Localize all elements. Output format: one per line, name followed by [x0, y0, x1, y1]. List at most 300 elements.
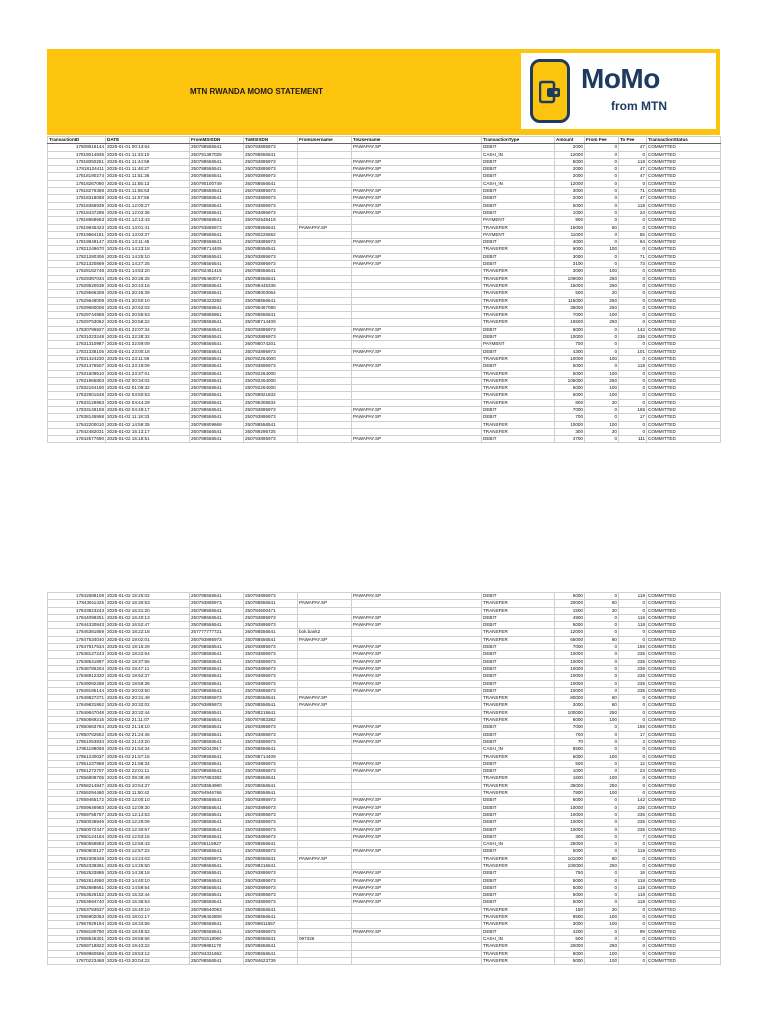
cell-transaction-status: COMMITTED — [647, 738, 721, 745]
cell-to-msisdn: 250789811657 — [244, 921, 298, 928]
cell-from-msisdn: 250788556541 — [190, 593, 244, 600]
cell-date: 2025-01-03 12:53:15 — [106, 833, 190, 840]
cell-transaction-type: DEBIT — [482, 406, 555, 413]
cell-from-msisdn: 250798856951 — [190, 312, 244, 319]
cell-from-fee: 0 — [585, 629, 619, 636]
cell-to-fee: 0 — [619, 790, 647, 797]
cell-from-username — [298, 928, 352, 935]
cell-to-msisdn: 250788556541 — [244, 695, 298, 702]
cell-transaction-id: 17818368939 — [48, 202, 106, 209]
cell-transaction-type: DEBIT — [482, 687, 555, 694]
cell-from-username — [298, 768, 352, 775]
cell-from-msisdn: 250788556541 — [190, 355, 244, 362]
cell-to-msisdn: 250793895973 — [244, 651, 298, 658]
cell-to-msisdn: 250793895973 — [244, 899, 298, 906]
cell-from-username — [298, 246, 352, 253]
cell-amount: 12000 — [555, 151, 585, 158]
table-row — [48, 629, 721, 636]
table-row — [48, 593, 721, 600]
cell-date: 2025-01-03 14:25:50 — [106, 862, 190, 869]
cell-to-fee: 99 — [619, 928, 647, 935]
cell-from-username — [298, 151, 352, 158]
cell-to-username — [352, 855, 482, 862]
cell-from-fee: 100 — [585, 246, 619, 253]
cell-transaction-status: COMMITTED — [647, 906, 721, 913]
cell-to-msisdn: 250788556541 — [244, 246, 298, 253]
cell-from-msisdn: 250788556541 — [190, 209, 244, 216]
cell-to-fee: 118 — [619, 202, 647, 209]
cell-transaction-type: DEBIT — [482, 622, 555, 629]
cell-transaction-id: 17818658663 — [48, 217, 106, 224]
cell-from-msisdn: 250788556541 — [190, 173, 244, 180]
cell-from-msisdn: 250788556541 — [190, 862, 244, 869]
cell-to-msisdn: 250788556541 — [244, 151, 298, 158]
cell-from-username — [298, 312, 352, 319]
table-row — [48, 673, 721, 680]
cell-from-username — [298, 870, 352, 877]
cell-transaction-id: 17848786204 — [48, 665, 106, 672]
cell-amount: 3100 — [555, 261, 585, 268]
cell-transaction-id: 17829680006 — [48, 304, 106, 311]
cell-transaction-type: CASH_IN — [482, 935, 555, 942]
cell-to-msisdn: 250787883382 — [244, 717, 298, 724]
cell-transaction-status: COMMITTED — [647, 614, 721, 621]
cell-amount: 15000 — [555, 282, 585, 289]
cell-transaction-type: TRANSFER — [482, 950, 555, 957]
cell-to-fee: 0 — [619, 385, 647, 392]
cell-from-msisdn: 250788556541 — [190, 436, 244, 443]
cell-transaction-status: COMMITTED — [647, 717, 721, 724]
cell-to-msisdn: 250782264000 — [244, 385, 298, 392]
cell-from-fee: 0 — [585, 760, 619, 767]
cell-from-msisdn: 250793895973 — [190, 636, 244, 643]
cell-from-username — [298, 593, 352, 600]
cell-to-username — [352, 717, 482, 724]
cell-date: 2025-01-02 00:34:02 — [106, 377, 190, 384]
table-row — [48, 658, 721, 665]
cell-transaction-type: TRANSFER — [482, 957, 555, 964]
cell-to-fee: 47 — [619, 195, 647, 202]
cell-to-username — [352, 355, 482, 362]
cell-to-username: PAWAPAY.SP — [352, 870, 482, 877]
cell-from-username — [298, 399, 352, 406]
cell-transaction-status: COMMITTED — [647, 392, 721, 399]
cell-amount: 10000 — [555, 826, 585, 833]
cell-to-username — [352, 841, 482, 848]
cell-to-username: PAWAPAY.SP — [352, 804, 482, 811]
cell-to-msisdn: 250793895973 — [244, 760, 298, 767]
cell-from-msisdn: 250789881170 — [190, 943, 244, 950]
cell-to-msisdn: 250793895973 — [244, 731, 298, 738]
cell-to-username — [352, 636, 482, 643]
cell-amount: 6000 — [555, 717, 585, 724]
cell-to-msisdn: 250788556541 — [244, 629, 298, 636]
cell-transaction-type: DEBIT — [482, 826, 555, 833]
table-row — [48, 600, 721, 607]
cell-date: 2025-01-03 12:57:22 — [106, 848, 190, 855]
cell-from-username — [298, 731, 352, 738]
cell-from-msisdn: 250788556541 — [190, 428, 244, 435]
cell-transaction-type: DEBIT — [482, 644, 555, 651]
cell-date: 2025-01-01 22:07:34 — [106, 326, 190, 333]
cell-from-fee: 0 — [585, 826, 619, 833]
cell-transaction-id: 17818050251 — [48, 158, 106, 165]
cell-to-msisdn: 250793895973 — [244, 593, 298, 600]
cell-date: 2025-01-01 14:25:10 — [106, 253, 190, 260]
cell-to-fee: 73 — [619, 261, 647, 268]
cell-transaction-type: TRANSFER — [482, 629, 555, 636]
cell-from-fee: 0 — [585, 665, 619, 672]
cell-to-fee: 142 — [619, 326, 647, 333]
cell-transaction-id: 17849092288 — [48, 680, 106, 687]
cell-from-fee: 100 — [585, 385, 619, 392]
cell-amount: 2000 — [555, 166, 585, 173]
cell-amount: 5000 — [555, 957, 585, 964]
column-header-transaction-status: TransactionStatus — [647, 137, 721, 144]
column-header-to-msisdn: ToMSISDN — [244, 137, 298, 144]
cell-to-fee: 165 — [619, 644, 647, 651]
cell-transaction-id: 17821320869 — [48, 261, 106, 268]
cell-from-fee: 0 — [585, 797, 619, 804]
cell-transaction-id: 17849195144 — [48, 687, 106, 694]
cell-transaction-type: TRANSFER — [482, 312, 555, 319]
cell-amount: 20000 — [555, 600, 585, 607]
cell-amount: 6000 — [555, 797, 585, 804]
cell-to-username — [352, 319, 482, 326]
cell-date: 2025-01-02 16:52:47 — [106, 622, 190, 629]
cell-to-fee: 0 — [619, 841, 647, 848]
cell-transaction-status: COMMITTED — [647, 760, 721, 767]
cell-to-msisdn: 250788556541 — [244, 312, 298, 319]
cell-transaction-id: 17844330843 — [48, 622, 106, 629]
cell-amount: 9500 — [555, 914, 585, 921]
cell-amount: 10000 — [555, 804, 585, 811]
cell-to-username: PAWAPAY.SP — [352, 687, 482, 694]
cell-from-msisdn: 250788556541 — [190, 957, 244, 964]
cell-from-fee: 0 — [585, 819, 619, 826]
table-row — [48, 209, 721, 216]
cell-from-fee: 0 — [585, 253, 619, 260]
cell-from-msisdn: 250788556541 — [190, 319, 244, 326]
cell-transaction-type: DEBIT — [482, 326, 555, 333]
cell-transaction-type: DEBIT — [482, 651, 555, 658]
cell-from-fee: 0 — [585, 622, 619, 629]
cell-from-fee: 0 — [585, 593, 619, 600]
cell-transaction-type: DEBIT — [482, 760, 555, 767]
cell-to-msisdn: 250793895973 — [244, 892, 298, 899]
cell-from-msisdn: 250788556541 — [190, 304, 244, 311]
cell-transaction-status: COMMITTED — [647, 275, 721, 282]
cell-from-fee: 0 — [585, 899, 619, 906]
cell-transaction-status: COMMITTED — [647, 841, 721, 848]
cell-amount: 1000 — [555, 209, 585, 216]
cell-from-fee: 0 — [585, 363, 619, 370]
cell-to-msisdn: 250788556541 — [244, 790, 298, 797]
cell-from-username — [298, 673, 352, 680]
cell-transaction-type: DEBIT — [482, 202, 555, 209]
cell-from-fee: 100 — [585, 753, 619, 760]
cell-from-username: PAWAPAY.SP — [298, 702, 352, 709]
cell-to-msisdn: 250793895973 — [244, 348, 298, 355]
cell-to-username: PAWAPAY.SP — [352, 436, 482, 443]
cell-transaction-type: TRANSFER — [482, 297, 555, 304]
cell-from-msisdn: 250788556541 — [190, 239, 244, 246]
cell-amount: 900 — [555, 217, 585, 224]
cell-to-msisdn: 250788556541 — [244, 943, 298, 950]
table-row — [48, 355, 721, 362]
cell-transaction-status: COMMITTED — [647, 797, 721, 804]
column-header-amount: Amount — [555, 137, 585, 144]
cell-transaction-id: 17849847048 — [48, 709, 106, 716]
cell-from-fee: 0 — [585, 217, 619, 224]
cell-to-fee: 0 — [619, 319, 647, 326]
cell-from-fee: 20 — [585, 399, 619, 406]
cell-from-msisdn: 250788556541 — [190, 261, 244, 268]
cell-transaction-status: COMMITTED — [647, 804, 721, 811]
cell-transaction-status: COMMITTED — [647, 173, 721, 180]
table-row — [48, 943, 721, 950]
cell-from-fee: 100 — [585, 355, 619, 362]
cell-to-msisdn: 250788556541 — [244, 297, 298, 304]
cell-transaction-id: 17818190274 — [48, 173, 106, 180]
cell-to-msisdn: 250793895973 — [244, 644, 298, 651]
cell-transaction-id: 17848541897 — [48, 658, 106, 665]
cell-amount: 500 — [555, 935, 585, 942]
table-row — [48, 702, 721, 709]
cell-from-fee: 250 — [585, 319, 619, 326]
table-row — [48, 680, 721, 687]
cell-from-username — [298, 370, 352, 377]
cell-from-username — [298, 304, 352, 311]
table-row — [48, 921, 721, 928]
cell-transaction-type: TRANSFER — [482, 753, 555, 760]
cell-amount: 70 — [555, 738, 585, 745]
cell-transaction-id: 17860036946 — [48, 819, 106, 826]
cell-from-fee: 0 — [585, 239, 619, 246]
cell-to-fee: 0 — [619, 906, 647, 913]
cell-amount: 10000 — [555, 651, 585, 658]
cell-from-fee: 0 — [585, 188, 619, 195]
cell-to-fee: 0 — [619, 217, 647, 224]
cell-transaction-id: 17869960556 — [48, 950, 106, 957]
cell-transaction-status: COMMITTED — [647, 600, 721, 607]
cell-from-username — [298, 436, 352, 443]
cell-to-fee: 71 — [619, 188, 647, 195]
cell-transaction-status: COMMITTED — [647, 282, 721, 289]
table-row — [48, 731, 721, 738]
cell-to-username — [352, 180, 482, 187]
cell-from-msisdn: 250788556541 — [190, 363, 244, 370]
cell-from-username — [298, 862, 352, 869]
cell-transaction-id: 17828182748 — [48, 268, 106, 275]
cell-transaction-id: 17844098251 — [48, 614, 106, 621]
table-row — [48, 231, 721, 238]
cell-amount: 7800 — [555, 790, 585, 797]
cell-from-msisdn: 250788556541 — [190, 614, 244, 621]
cell-transaction-type: DEBIT — [482, 363, 555, 370]
cell-from-username — [298, 195, 352, 202]
cell-to-msisdn: 250788556541 — [244, 421, 298, 428]
cell-to-msisdn: 250793895973 — [244, 833, 298, 840]
cell-date: 2025-01-01 11:48:27 — [106, 166, 190, 173]
cell-to-username — [352, 377, 482, 384]
cell-transaction-type: TRANSFER — [482, 282, 555, 289]
cell-to-fee: 0 — [619, 753, 647, 760]
cell-amount: 10000 — [555, 680, 585, 687]
cell-date: 2025-01-03 14:59:54 — [106, 884, 190, 891]
cell-transaction-type: TRANSFER — [482, 600, 555, 607]
cell-transaction-type: DEBIT — [482, 804, 555, 811]
cell-from-username — [298, 326, 352, 333]
cell-transaction-type: TRANSFER — [482, 421, 555, 428]
cell-to-username: PAWAPAY.SP — [352, 622, 482, 629]
cell-from-msisdn: 250788556541 — [190, 848, 244, 855]
cell-from-msisdn: 250788556541 — [190, 334, 244, 341]
cell-to-fee: 118 — [619, 884, 647, 891]
cell-to-username: PAWAPAY.SP — [352, 760, 482, 767]
cell-from-msisdn: 250784331662 — [190, 950, 244, 957]
cell-transaction-id: 17860600127 — [48, 848, 106, 855]
cell-from-msisdn: 250788556541 — [190, 290, 244, 297]
transactions-table-page1 — [47, 136, 721, 443]
cell-to-username — [352, 790, 482, 797]
cell-transaction-id: 17850782552 — [48, 731, 106, 738]
cell-from-msisdn: 250788556541 — [190, 877, 244, 884]
cell-transaction-status: COMMITTED — [647, 195, 721, 202]
cell-to-msisdn: 250793895973 — [244, 848, 298, 855]
cell-transaction-id: 17862614550 — [48, 877, 106, 884]
cell-date: 2025-01-02 15:13:17 — [106, 428, 190, 435]
cell-transaction-id: 17818014836 — [48, 151, 106, 158]
cell-transaction-type: TRANSFER — [482, 775, 555, 782]
cell-transaction-type: TRANSFER — [482, 906, 555, 913]
cell-date: 2025-01-02 22:01:11 — [106, 768, 190, 775]
cell-from-fee: 0 — [585, 231, 619, 238]
cell-transaction-id: 17862306348 — [48, 855, 106, 862]
cell-to-msisdn: 250793895973 — [244, 414, 298, 421]
cell-from-fee: 0 — [585, 334, 619, 341]
cell-transaction-type: DEBIT — [482, 848, 555, 855]
cell-to-username — [352, 921, 482, 928]
cell-date: 2025-01-01 12:13:43 — [106, 217, 190, 224]
cell-transaction-id: 17859294480 — [48, 790, 106, 797]
table-row — [48, 144, 721, 151]
cell-from-msisdn: 250788402808 — [190, 914, 244, 921]
table-row — [48, 826, 721, 833]
table-row — [48, 275, 721, 282]
cell-transaction-id: 17863694740 — [48, 899, 106, 906]
cell-transaction-status: COMMITTED — [647, 862, 721, 869]
cell-date: 2025-01-01 13:11:45 — [106, 239, 190, 246]
cell-transaction-type: DEBIT — [482, 144, 555, 151]
cell-transaction-type: DEBIT — [482, 436, 555, 443]
cell-from-msisdn: 250788556541 — [190, 833, 244, 840]
cell-to-fee: 0 — [619, 297, 647, 304]
cell-amount: 10000 — [555, 334, 585, 341]
cell-to-msisdn: 250789296725 — [244, 428, 298, 435]
cell-amount: 10000 — [555, 687, 585, 694]
cell-transaction-type: DEBIT — [482, 158, 555, 165]
cell-amount: 4200 — [555, 928, 585, 935]
cell-amount: 100000 — [555, 709, 585, 716]
cell-from-msisdn: 250788556541 — [190, 144, 244, 151]
cell-from-msisdn: 250783584980 — [190, 782, 244, 789]
cell-from-username — [298, 782, 352, 789]
cell-to-fee: 0 — [619, 914, 647, 921]
table-row — [48, 782, 721, 789]
cell-transaction-status: COMMITTED — [647, 348, 721, 355]
cell-from-msisdn: 250788556541 — [190, 195, 244, 202]
cell-date: 2025-01-03 12:56:43 — [106, 841, 190, 848]
cell-to-fee: 17 — [619, 414, 647, 421]
cell-from-username — [298, 173, 352, 180]
cell-transaction-id: 17858214847 — [48, 782, 106, 789]
cell-amount: 800 — [555, 399, 585, 406]
cell-to-fee: 0 — [619, 370, 647, 377]
cell-transaction-id: 17862888661 — [48, 884, 106, 891]
cell-transaction-type: DEBIT — [482, 833, 555, 840]
cell-date: 2025-01-02 19:15:29 — [106, 644, 190, 651]
cell-transaction-status: COMMITTED — [647, 658, 721, 665]
cell-date: 2025-01-02 01:09:32 — [106, 385, 190, 392]
cell-to-msisdn: 250793895973 — [244, 173, 298, 180]
cell-transaction-status: COMMITTED — [647, 731, 721, 738]
cell-to-msisdn: 250788556541 — [244, 224, 298, 231]
cell-to-username: PAWAPAY.SP — [352, 680, 482, 687]
cell-from-username — [298, 746, 352, 753]
cell-date: 2025-01-03 09:38:49 — [106, 775, 190, 782]
cell-to-fee: 142 — [619, 797, 647, 804]
cell-from-fee: 0 — [585, 833, 619, 840]
cell-from-msisdn: 250788556541 — [190, 326, 244, 333]
cell-transaction-type: TRANSFER — [482, 304, 555, 311]
cell-transaction-status: COMMITTED — [647, 399, 721, 406]
cell-from-fee: 0 — [585, 811, 619, 818]
column-header-from-username: FromUsername — [298, 137, 352, 144]
cell-transaction-status: COMMITTED — [647, 377, 721, 384]
cell-date: 2025-01-03 12:29:09 — [106, 819, 190, 826]
cell-transaction-status: COMMITTED — [647, 363, 721, 370]
cell-from-msisdn: 250788556541 — [190, 406, 244, 413]
cell-to-msisdn: 250788556541 — [244, 275, 298, 282]
cell-date: 2025-01-03 18:34:56 — [106, 921, 190, 928]
cell-date: 2025-01-03 12:30:57 — [106, 826, 190, 833]
cell-amount: 15000 — [555, 224, 585, 231]
cell-transaction-id: 17851230037 — [48, 753, 106, 760]
cell-from-msisdn: 250788556541 — [190, 870, 244, 877]
cell-from-fee: 0 — [585, 341, 619, 348]
cell-from-username: PAWAPAY.SP — [298, 224, 352, 231]
cell-from-fee: 0 — [585, 406, 619, 413]
cell-from-username — [298, 363, 352, 370]
cell-transaction-status: COMMITTED — [647, 848, 721, 855]
cell-to-username: PAWAPAY.SP — [352, 819, 482, 826]
cell-from-msisdn: 250788556541 — [190, 370, 244, 377]
cell-transaction-status: COMMITTED — [647, 312, 721, 319]
statement-title: MTN RWANDA MOMO STATEMENT — [190, 87, 324, 96]
cell-to-msisdn: 250786074201 — [244, 341, 298, 348]
cell-date: 2025-01-03 15:32:44 — [106, 892, 190, 899]
cell-date: 2025-01-03 19:53:12 — [106, 950, 190, 957]
cell-transaction-status: COMMITTED — [647, 935, 721, 942]
cell-transaction-type: TRANSFER — [482, 392, 555, 399]
table-row — [48, 348, 721, 355]
cell-to-username — [352, 702, 482, 709]
cell-to-msisdn: 250788556541 — [244, 746, 298, 753]
cell-transaction-type: CASH_IN — [482, 151, 555, 158]
cell-transaction-type: DEBIT — [482, 811, 555, 818]
cell-amount: 7000 — [555, 724, 585, 731]
